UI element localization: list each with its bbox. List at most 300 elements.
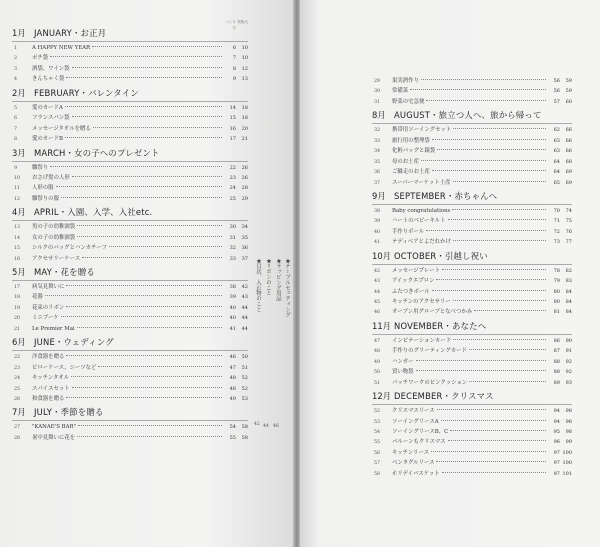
month-rule — [372, 204, 572, 205]
entry-page: 22 — [229, 164, 236, 171]
entry-fullsize-page: 44 — [241, 315, 248, 322]
entry-page: 8 — [232, 65, 236, 72]
entry-title: 女の子の幼稚園袋 — [32, 234, 76, 241]
entry-fullsize-page: 52 — [241, 385, 248, 392]
entry-title: 洋食器を贈る — [32, 354, 65, 361]
toc-entry — [12, 292, 248, 302]
entry-number: 35 — [374, 159, 381, 165]
month-rule — [372, 404, 572, 405]
entry-fullsize-page: 59 — [565, 88, 572, 95]
toc-entry — [12, 194, 248, 204]
entry-fullsize-page: 98 — [565, 418, 572, 425]
month-heading — [12, 146, 248, 160]
entry-number: 40 — [374, 229, 381, 235]
entry-title: ピローケース、シーツなど — [32, 364, 97, 371]
month-number: 2月 — [12, 87, 26, 98]
entry-fullsize-page: 58 — [241, 424, 248, 431]
month-number: 6月 — [12, 337, 26, 348]
entry-fullsize-page: 92 — [565, 358, 572, 365]
entry-page: 23 — [229, 174, 236, 181]
entry-fullsize-page: 60 — [565, 98, 572, 105]
leader-dots — [66, 77, 222, 78]
entry-number: 3 — [14, 66, 18, 72]
toc-entry — [12, 124, 248, 134]
entry-fullsize-page: 84 — [565, 299, 572, 305]
entry-fullsize-page: 100 — [562, 460, 572, 467]
month-title: OCTOBER・引越し祝い — [394, 250, 488, 261]
entry-fullsize-page: 84 — [565, 309, 572, 316]
entry-title: キッチンリース — [392, 449, 430, 456]
entry-page: 38 — [229, 284, 236, 290]
month-title: NOVEMBER・あなたへ — [394, 320, 487, 331]
entry-number: 13 — [14, 225, 21, 231]
toc-entry — [12, 233, 248, 243]
entry-number: 5 — [14, 105, 18, 111]
entry-page: 97 — [553, 460, 560, 467]
toc-entry — [12, 163, 248, 173]
entry-title: 常備菜 — [392, 88, 409, 95]
entry-fullsize-page: 21 — [241, 136, 248, 143]
entry-title: 酒袋、ワイン袋 — [32, 65, 70, 72]
toc-entry — [372, 367, 572, 377]
entry-page: 96 — [553, 439, 560, 446]
entry-fullsize-page: 93 — [565, 379, 572, 386]
entry-title: 暑中見舞いに花を — [32, 434, 76, 441]
month-heading — [372, 189, 572, 203]
month-heading — [12, 265, 248, 279]
entry-page: 63 — [553, 148, 560, 155]
leader-dots — [77, 225, 222, 226]
leader-dots — [436, 461, 546, 462]
entry-fullsize-page: 91 — [565, 348, 572, 355]
month-number: 3月 — [12, 147, 26, 158]
leader-dots — [92, 46, 222, 47]
toc-entry — [372, 427, 572, 437]
entry-title: ベンタグルリース — [392, 460, 435, 467]
toc-entry — [12, 363, 248, 373]
entry-number: 57 — [374, 461, 381, 467]
entry-page: 40 — [229, 315, 236, 322]
leader-dots — [93, 127, 222, 128]
entry-fullsize-page: 29 — [241, 195, 248, 202]
entry-title: バルーンもクリスマス — [392, 439, 446, 446]
entry-page: 79 — [553, 278, 560, 285]
right-toc-column — [372, 76, 572, 479]
toc-entry — [12, 394, 248, 404]
entry-fullsize-page: 66 — [565, 137, 572, 144]
entry-number: 16 — [14, 256, 21, 262]
entry-number: 14 — [14, 235, 21, 241]
entry-fullsize-page: 74 — [565, 207, 572, 214]
entry-number: 54 — [374, 429, 381, 435]
entry-number: 56 — [374, 450, 381, 456]
entry-page: 94 — [553, 408, 560, 415]
entry-fullsize-page: 35 — [241, 234, 248, 241]
leader-dots — [71, 376, 222, 377]
month-title: JULY・季節を贈る — [34, 407, 104, 418]
month-title: JANUARY・お正月 — [34, 28, 107, 38]
entry-page: 31 — [229, 234, 236, 241]
entry-fullsize-page: 18 — [241, 115, 248, 122]
entry-fullsize-page: 52 — [241, 375, 248, 382]
entry-page: 40 — [229, 304, 236, 311]
entry-page: 81 — [553, 309, 560, 316]
entry-number: 43 — [374, 279, 381, 285]
toc-entry — [372, 146, 572, 156]
leader-dots — [109, 246, 222, 247]
leader-dots — [50, 166, 222, 167]
entry-number: 6 — [14, 116, 18, 122]
entry-title: キッチンのアクセサリー — [392, 299, 451, 305]
entry-title: "KANAE'S BAR" — [32, 424, 77, 431]
entry-title: 人形の服 — [32, 185, 54, 192]
entry-number: 53 — [374, 419, 381, 425]
entry-page: 56 — [553, 88, 560, 95]
entry-page: 32 — [229, 245, 236, 252]
toc-entry — [372, 125, 572, 135]
margin-note-page: 46 — [273, 424, 279, 429]
entry-number: 27 — [14, 425, 21, 431]
leader-dots — [453, 339, 546, 340]
entry-fullsize-page: 44 — [241, 304, 248, 311]
entry-title: 母のお土産 — [392, 158, 419, 165]
entry-fullsize-page: 69 — [565, 169, 572, 176]
entry-fullsize-page: 92 — [565, 369, 572, 376]
entry-title: 手作りボール — [392, 228, 425, 235]
entry-number: 39 — [374, 219, 381, 225]
month-title: DECEMBER・クリスマス — [394, 391, 494, 402]
entry-title: 花束のリボン — [32, 304, 65, 311]
leader-dots — [416, 360, 546, 361]
toc-entry — [12, 282, 248, 292]
entry-fullsize-page: 98 — [565, 428, 572, 435]
toc-entry — [372, 378, 572, 388]
month-rule — [12, 101, 248, 102]
entry-number: 49 — [374, 359, 381, 365]
entry-number: 17 — [14, 285, 21, 290]
toc-entry — [372, 346, 572, 356]
leader-dots — [77, 236, 222, 237]
entry-fullsize-page: 84 — [565, 288, 572, 295]
toc-entry — [372, 297, 572, 307]
col-header-instructions: つくり方 — [225, 20, 236, 30]
entry-title: 野菜の宅急便 — [392, 98, 425, 105]
entry-title: ミニブーケ — [32, 315, 59, 322]
entry-title: スパイスセット — [32, 385, 70, 392]
entry-title: テディベアとよだれかけ — [392, 239, 451, 246]
entry-number: 11 — [14, 186, 21, 192]
entry-page: 89 — [553, 379, 560, 386]
entry-title: ハンガー — [392, 358, 414, 365]
leader-dots — [66, 306, 222, 307]
entry-page: 16 — [229, 125, 236, 132]
toc-entry — [372, 276, 572, 286]
entry-page: 88 — [553, 369, 560, 376]
entry-fullsize-page: 53 — [241, 395, 248, 402]
toc-entry — [12, 324, 248, 334]
entry-title: 愛のカードA — [32, 104, 63, 111]
entry-title: メッセージプレート — [392, 267, 440, 274]
right-page — [300, 0, 600, 547]
entry-title: ポチ袋 — [32, 55, 49, 62]
toc-entry — [372, 76, 572, 86]
toc-entry — [372, 206, 572, 216]
entry-page: 88 — [553, 358, 560, 365]
entry-title: シルクのバッグとハンカチーフ — [32, 245, 108, 252]
entry-page: 49 — [229, 395, 236, 402]
entry-title: キッチンタオル — [32, 375, 70, 382]
entry-title: Le Premier Mai — [32, 325, 75, 332]
toc-entry — [12, 303, 248, 313]
month-heading — [372, 319, 572, 333]
entry-number: 22 — [14, 355, 21, 361]
entry-number: 33 — [374, 138, 381, 144]
entry-fullsize-page: 10 — [241, 45, 248, 51]
leader-dots — [450, 430, 546, 431]
entry-number: 23 — [14, 365, 21, 371]
entry-number: 44 — [374, 289, 381, 295]
entry-page: 86 — [553, 337, 560, 344]
entry-page: 65 — [553, 179, 560, 186]
toc-entry — [372, 448, 572, 458]
entry-title: ご輪走のお土産 — [392, 169, 430, 176]
entry-page: 25 — [229, 195, 236, 202]
entry-fullsize-page: 82 — [565, 267, 572, 274]
entry-fullsize-page: 34 — [241, 224, 248, 231]
column-headers — [12, 19, 248, 30]
entry-number: 2 — [14, 56, 18, 62]
toc-entry — [12, 134, 248, 144]
entry-number: 12 — [14, 196, 21, 202]
toc-entry — [372, 216, 572, 226]
margin-note-page: 44 — [263, 424, 269, 429]
entry-title: クリスマスリース — [392, 408, 435, 415]
entry-page: 94 — [553, 418, 560, 425]
month-rule — [372, 123, 572, 124]
entry-fullsize-page: 12 — [241, 65, 248, 72]
entry-number: 55 — [374, 440, 381, 446]
toc-entry — [372, 136, 572, 146]
toc-entry — [12, 222, 248, 232]
month-title: AUGUST・旅立つ人へ、旅から帰って — [394, 110, 542, 121]
entry-page: 41 — [229, 325, 236, 332]
entry-number: 46 — [374, 310, 381, 316]
entry-title: A HAPPY NEW YEAR — [32, 45, 91, 51]
toc-entry — [372, 357, 572, 367]
entry-number: 7 — [14, 126, 18, 132]
entry-fullsize-page: 75 — [565, 218, 572, 225]
month-title: MARCH・女の子へのプレゼント — [34, 147, 160, 158]
entry-number: 4 — [14, 77, 18, 83]
month-title: FEBRUARY・バレンタイン — [34, 87, 139, 98]
leader-dots — [448, 440, 546, 441]
leader-dots — [421, 160, 546, 161]
month-heading — [372, 108, 572, 122]
leader-dots — [436, 279, 546, 280]
leader-dots — [431, 451, 546, 452]
leader-dots — [453, 300, 546, 301]
entry-title: おさげ髪の人形 — [32, 174, 70, 181]
margin-notes — [252, 258, 292, 458]
leader-dots — [432, 290, 546, 291]
entry-number: 42 — [374, 268, 381, 274]
leader-dots — [66, 285, 222, 286]
month-number: 10月 — [372, 250, 392, 261]
toc-entry — [372, 266, 572, 276]
entry-title: ふたつきボール — [392, 288, 430, 295]
toc-entry — [12, 373, 248, 383]
entry-title: 手作りのグリーティングカード — [392, 348, 467, 355]
leader-dots — [77, 436, 222, 437]
month-rule — [12, 420, 248, 421]
entry-title: 男の子の幼稚園袋 — [32, 224, 76, 231]
entry-page: 87 — [553, 348, 560, 355]
entry-page: 71 — [553, 218, 560, 225]
toc-entry — [12, 433, 248, 443]
entry-number: 32 — [374, 128, 381, 134]
entry-page: 70 — [553, 207, 560, 214]
leader-dots — [65, 137, 222, 138]
entry-number: 52 — [374, 409, 381, 415]
entry-title: 携帯用ソーイングセット — [392, 127, 452, 134]
toc-entry — [372, 157, 572, 167]
entry-title: 花器 — [32, 294, 43, 301]
entry-title: ハートのベビーキルト — [392, 218, 446, 225]
entry-page: 14 — [229, 104, 236, 111]
entry-number: 1 — [14, 46, 18, 51]
entry-number: 25 — [14, 386, 21, 392]
entry-title: 買い物袋 — [392, 369, 414, 376]
entry-title: インビテーションカード — [392, 337, 452, 344]
leader-dots — [442, 269, 546, 270]
toc-entry — [372, 406, 572, 416]
entry-number: 15 — [14, 246, 21, 252]
entry-page: 73 — [553, 239, 560, 246]
toc-entry — [372, 97, 572, 107]
entry-page: 7 — [232, 55, 236, 62]
toc-entry — [12, 64, 248, 74]
toc-entry — [372, 336, 572, 346]
entry-fullsize-page: 50 — [241, 354, 248, 361]
entry-fullsize-page: 36 — [241, 245, 248, 252]
leader-dots — [453, 181, 547, 182]
entry-fullsize-page: 68 — [565, 158, 572, 165]
entry-number: 45 — [374, 300, 381, 305]
leader-dots — [469, 381, 546, 382]
month-heading — [12, 205, 248, 219]
month-title: MAY・花を贈る — [34, 267, 95, 277]
entry-fullsize-page: 26 — [241, 174, 248, 181]
entry-page: 97 — [553, 470, 560, 477]
month-rule — [372, 334, 572, 335]
toc-entry — [372, 307, 572, 317]
entry-title: フランスパン袋 — [32, 115, 70, 122]
month-number: 8月 — [372, 110, 386, 121]
margin-note: ★テーブルセッティング — [284, 258, 290, 318]
entry-title: ソーイングリースA — [392, 418, 439, 425]
leader-dots — [410, 89, 546, 90]
month-rule — [12, 350, 248, 351]
month-number: 9月 — [372, 190, 386, 201]
entry-number: 20 — [14, 316, 21, 322]
month-number: 5月 — [12, 267, 26, 277]
toc-entry — [12, 254, 248, 264]
entry-title: 旅行用の整理袋 — [392, 137, 430, 144]
entry-page: 15 — [229, 115, 236, 122]
entry-page: 57 — [553, 98, 560, 105]
leader-dots — [61, 197, 222, 198]
toc-entry — [12, 74, 248, 84]
leader-dots — [50, 56, 222, 57]
entry-page: 54 — [229, 424, 236, 431]
margin-note-page: 42 — [254, 422, 260, 427]
entry-fullsize-page: 76 — [565, 228, 572, 235]
toc-entry — [12, 384, 248, 394]
toc-entry — [12, 352, 248, 362]
entry-fullsize-page: 42 — [241, 284, 248, 290]
month-rule — [12, 220, 248, 221]
toc-entry — [372, 417, 572, 427]
entry-number: 9 — [14, 165, 18, 171]
entry-title: きんちゃく袋 — [32, 76, 65, 83]
entry-fullsize-page: 20 — [241, 125, 248, 132]
left-page — [0, 0, 294, 547]
leader-dots — [77, 327, 222, 328]
leader-dots — [66, 397, 222, 398]
leader-dots — [82, 257, 222, 258]
entry-number: 31 — [374, 99, 381, 105]
entry-number: 34 — [374, 149, 381, 155]
entry-title: メッセージタオルを贈る — [32, 125, 91, 132]
month-number: 11月 — [372, 320, 392, 331]
entry-page: 56 — [553, 78, 560, 84]
entry-number: 30 — [374, 89, 381, 95]
entry-number: 47 — [374, 338, 381, 344]
entry-number: 26 — [14, 396, 21, 402]
toc-entry — [12, 53, 248, 63]
month-rule — [372, 264, 572, 265]
leader-dots — [61, 316, 222, 317]
entry-number: 37 — [374, 180, 381, 186]
leader-dots — [442, 472, 546, 473]
entry-page: 80 — [553, 288, 560, 295]
leader-dots — [72, 67, 222, 68]
toc-entry — [12, 173, 248, 183]
month-rule — [12, 280, 248, 281]
leader-dots — [474, 310, 546, 311]
entry-title: 愛のカードB — [32, 136, 63, 143]
entry-page: 48 — [229, 385, 236, 392]
toc-entry — [372, 469, 572, 479]
leader-dots — [426, 100, 546, 101]
entry-fullsize-page: 28 — [241, 185, 248, 192]
entry-page: 63 — [553, 137, 560, 144]
leader-dots — [78, 425, 222, 426]
entry-title: オーブン用グローブとなべつかみ — [392, 309, 473, 316]
entry-title: ホリデイバスケット — [392, 470, 440, 477]
month-heading — [12, 405, 248, 419]
entry-number: 50 — [374, 370, 381, 376]
leader-dots — [432, 139, 546, 140]
entry-page: 72 — [553, 228, 560, 235]
entry-fullsize-page: 66 — [565, 127, 572, 134]
entry-page: 95 — [553, 428, 560, 435]
margin-note: ★目次、入れ物のこと — [255, 258, 261, 312]
margin-note: ★リボンのこと — [265, 258, 271, 296]
entry-number: 8 — [14, 137, 18, 143]
leader-dots — [56, 186, 222, 187]
month-heading — [12, 26, 248, 40]
